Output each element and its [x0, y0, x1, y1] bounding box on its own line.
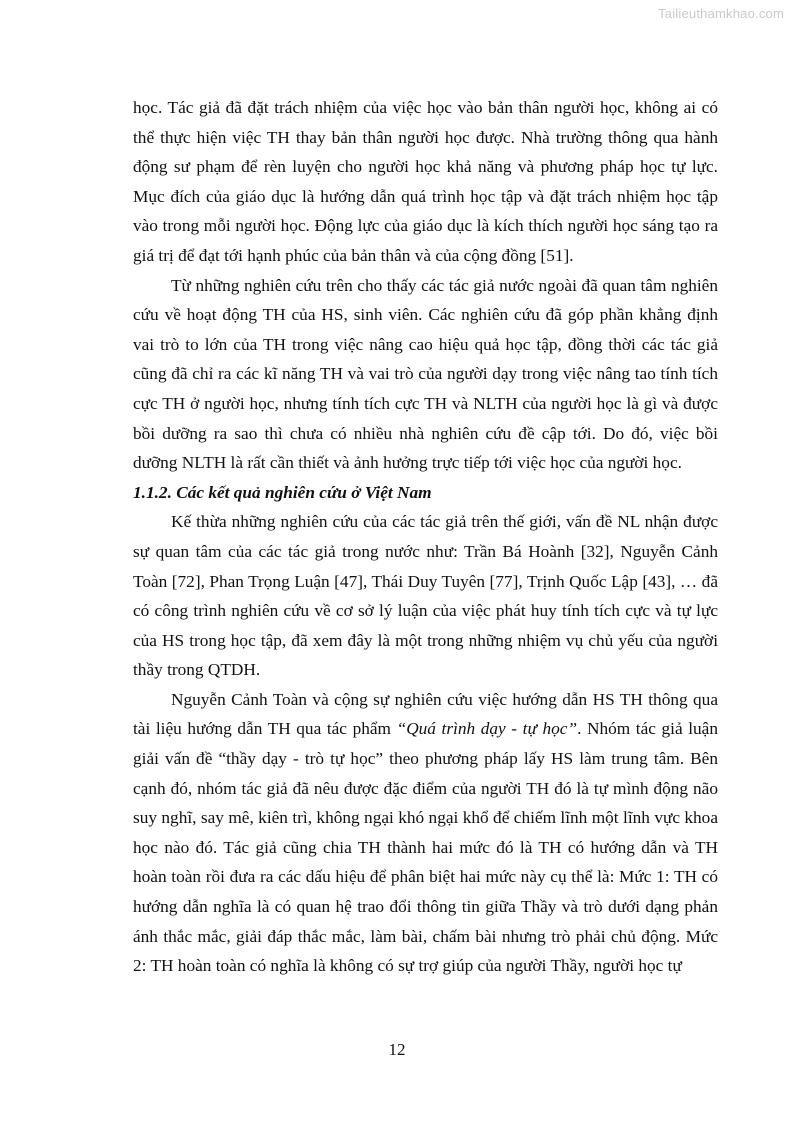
paragraph-nguyen-canh-toan: [133, 685, 718, 981]
work-title: “Quá trình dạy - tự học”: [396, 719, 578, 739]
document-body: [133, 93, 718, 981]
paragraph-text-end: . Nhóm tác giả luận giải vấn đề “thầy dạy - trò tự học” theo phương pháp lấy HS làm trung tâm. Bên cạnh đó, nhóm tác giả đã nêu được đặc điểm của người TH đó là tự mình động não suy nghĩ, say mê, kiên trì, không ngại khó ngại khổ để chiếm lĩnh một lĩnh vực khoa học nào đó. Tác giả cũng chia TH thành hai mức đó là TH có hướng dẫn và TH hoàn toàn rồi đưa ra các dấu hiệu để phân biệt hai mức này cụ thể là: Mức 1: TH có hướng dẫn nghĩa là có quan hệ trao đổi thông tin giữa Thầy và trò dưới dạng phản ánh thắc mắc, giải đáp thắc mắc, làm bài, chấm bài nhưng trò phải chủ động. Mức 2: TH hoàn toàn có nghĩa là không có sự trợ giúp của người Thầy, người học tự: [133, 719, 718, 976]
paragraph-vietnam-authors: Kế thừa những nghiên cứu của các tác giả trên thế giới, vấn đề NL nhận được sự quan tâm của các tác giả trong nước như: Trần Bá Hoành [32], Nguyễn Cảnh Toàn [72], Phan Trọng Luận [47], Thái Duy Tuyên [77], Trịnh Quốc Lập [43], … đã có công trình nghiên cứu về cơ sở lý luận của việc phát huy tính tích cực và tự lực của HS trong học tập, đã xem đây là một trong những nhiệm vụ chủ yếu của người thầy trong QTDH.: [133, 512, 718, 680]
paragraph-continuation: học. Tác giả đã đặt trách nhiệm của việc học vào bản thân người học, không ai có thể thực hiện việc TH thay bản thân người học được. Nhà trường thông qua hành động sư phạm để rèn luyện cho người học khả năng và phương pháp học tự lực. Mục đích của giáo dục là hướng dẫn quá trình học tập và đặt trách nhiệm học tập vào trong mỗi người học. Động lực của giáo dục là kích thích người học sáng tạo ra giá trị để đạt tới hạnh phúc của bản thân và của cộng đồng [51].: [133, 98, 718, 265]
watermark: Tailieuthamkhao.com: [658, 6, 784, 21]
paragraph-summary: Từ những nghiên cứu trên cho thấy các tác giả nước ngoài đã quan tâm nghiên cứu về hoạt động TH của HS, sinh viên. Các nghiên cứu đã góp phần khẳng định vai trò to lớn của TH trong việc nâng cao hiệu quả học tập, đồng thời các tác giả cũng đã chỉ ra các kĩ năng TH và vai trò của người dạy trong việc nâng tao tính tích cực TH ở người học, nhưng tính tích cực TH và NLTH của người học là gì và được bồi dưỡng ra sao thì chưa có nhiều nhà nghiên cứu đề cập tới. Do đó, việc bồi dưỡng NLTH là rất cần thiết và ảnh hưởng trực tiếp tới việc học của người học.: [133, 275, 718, 473]
paragraph-text-start: Nguyễn Cảnh Toàn và cộng sự nghiên cứu việc hướng dẫn HS TH thông qua tài liệu hướng dẫn TH qua tác phẩm: [133, 689, 718, 739]
page-number: 12: [388, 1040, 406, 1059]
section-heading: 1.1.2. Các kết quả nghiên cứu ở Việt Nam: [133, 482, 432, 502]
